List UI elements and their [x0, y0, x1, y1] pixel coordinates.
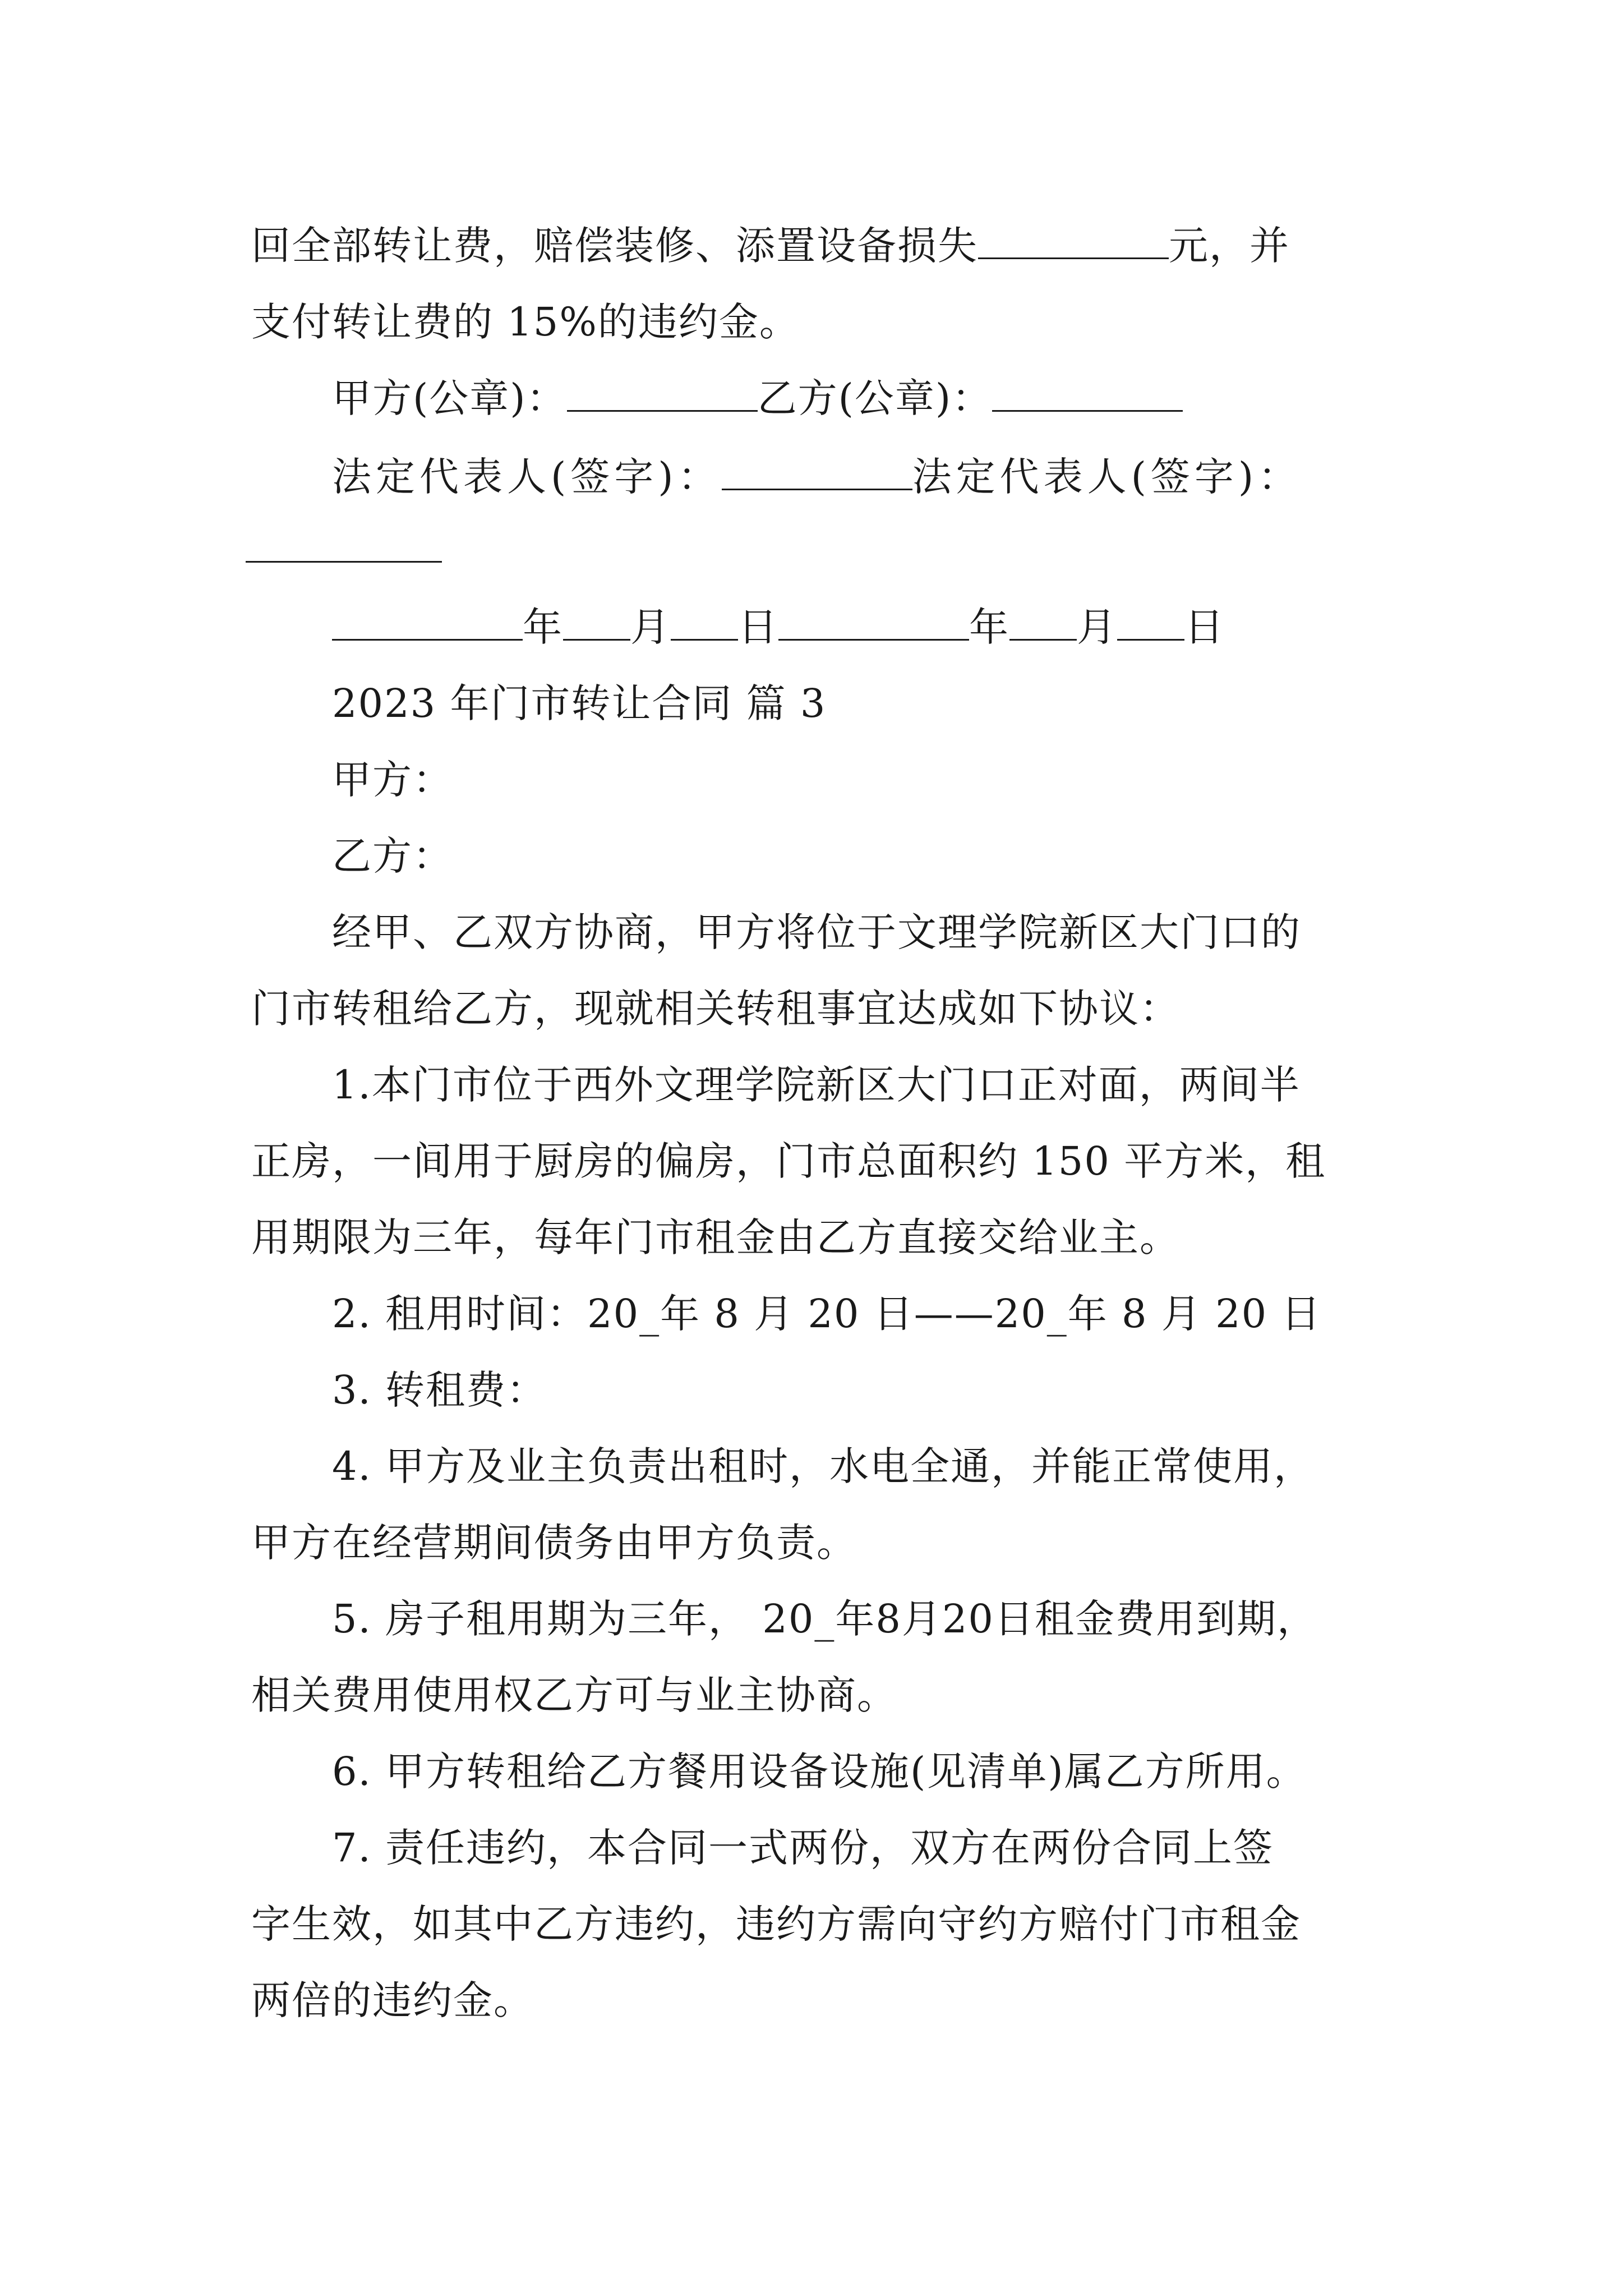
- party-b-seal-label: 乙方(公章)：: [757, 375, 993, 421]
- clause-line: 5. 房子租用期为三年， 20_年8月20日租金费用到期，: [332, 1596, 1317, 1642]
- text-line: 用期限为三年，每年门市租金由乙方直接交给业主。: [251, 1214, 1180, 1260]
- rep-a-label: 法定代表人(签字)：: [332, 454, 722, 500]
- clause-line: 4. 甲方及业主负责出租时，水电全通，并能正常使用，: [332, 1443, 1315, 1489]
- text-line: 门市转租给乙方，现就相关转租事宜达成如下协议：: [251, 986, 1180, 1032]
- clause-line: 3. 转租费：: [332, 1367, 547, 1413]
- text-line: [251, 218, 1290, 274]
- blank-field: [246, 561, 442, 563]
- text-line: 甲方在经营期间债务由甲方负责。: [251, 1520, 857, 1566]
- party-b-line: 乙方：: [332, 833, 453, 879]
- year-label: 年: [523, 604, 563, 650]
- month-label: 月: [630, 604, 671, 650]
- clause-line: 7. 责任违约，本合同一式两份，双方在两份合同上签: [332, 1825, 1274, 1871]
- blank-field: [1009, 600, 1077, 641]
- year-label: 年: [969, 604, 1009, 650]
- party-a-seal-label: 甲方(公章)：: [332, 375, 567, 421]
- text-segment: 回全部转让费，赔偿装修、添置设备损失: [251, 223, 978, 269]
- blank-field: [978, 218, 1169, 259]
- text-line: 经甲、乙双方协商，甲方将位于文理学院新区大门口的: [332, 909, 1301, 955]
- blank-field: [563, 600, 630, 641]
- rep-b-label: 法定代表人(签字)：: [912, 454, 1302, 500]
- signature-line: [332, 370, 1183, 426]
- text-line: 支付转让费的 15%的违约金。: [251, 299, 800, 345]
- text-segment: 元，并: [1169, 223, 1290, 269]
- blank-field: [567, 371, 758, 412]
- day-label: 日: [1184, 604, 1225, 650]
- section-heading: 2023 年门市转让合同 篇 3: [332, 680, 827, 726]
- blank-field: [332, 600, 523, 641]
- clause-line: 2. 租用时间：20_年 8 月 20 日——20_年 8 月 20 日: [332, 1291, 1322, 1337]
- text-line: 字生效，如其中乙方违约，违约方需向守约方赔付门市租金: [251, 1901, 1301, 1947]
- text-line: 两倍的违约金。: [251, 1977, 534, 2023]
- clause-line: 6. 甲方转租给乙方餐用设备设施(见清单)属乙方所用。: [332, 1749, 1307, 1795]
- blank-field: [992, 371, 1183, 412]
- blank-field: [1117, 600, 1184, 641]
- month-label: 月: [1077, 604, 1117, 650]
- blank-field: [671, 600, 738, 641]
- blank-field: [778, 600, 969, 641]
- party-a-line: 甲方：: [332, 757, 453, 803]
- clause-line: 1.本门市位于西外文理学院新区大门口正对面，两间半: [332, 1062, 1301, 1108]
- day-label: 日: [738, 604, 778, 650]
- date-line: [332, 599, 1225, 655]
- blank-field: [722, 449, 912, 490]
- text-line: 相关费用使用权乙方可与业主协商。: [251, 1672, 897, 1718]
- representative-line: [332, 449, 1302, 505]
- text-line: 正房，一间用于厨房的偏房，门市总面积约 150 平方米，租: [251, 1138, 1326, 1184]
